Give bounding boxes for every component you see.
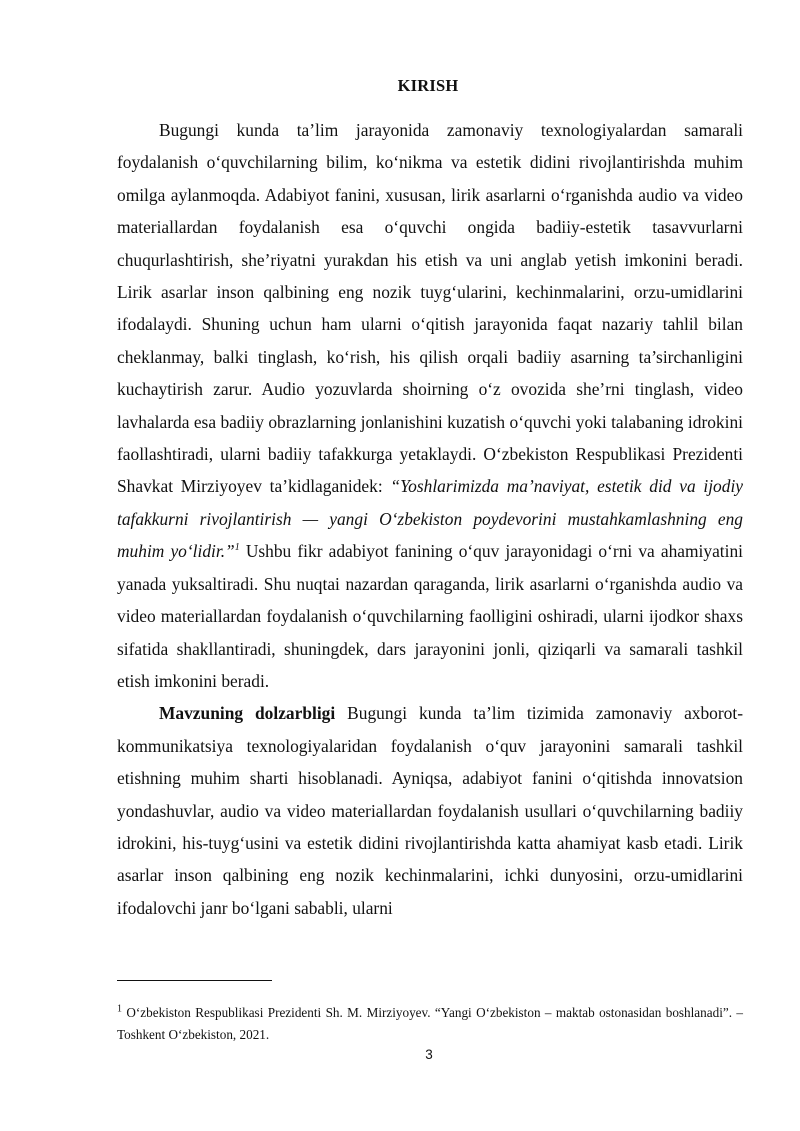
footnote-text: O‘zbekiston Respublikasi Prezidenti Sh. M. Mirziyoyev. “Yangi O‘zbekiston – maktab ostonasidan boshlanadi”. – Toshkent O‘zbekiston, 2021. <box>117 1005 743 1042</box>
footnote <box>117 1002 743 1046</box>
footnote-reference[interactable]: 1 <box>234 542 240 554</box>
body-text <box>117 114 743 924</box>
relevance-paragraph <box>117 697 743 924</box>
footnote-number: 1 <box>117 1003 122 1015</box>
footnote-separator <box>117 980 272 981</box>
section-heading: KIRISH <box>397 76 459 95</box>
intro-continuation: Ushbu fikr adabiyot fanining o‘quv jarayonidagi o‘rni va ahamiyatini yanada yuksaltiradi. Shu nuqtai nazardan qaraganda, lirik asarlarni o‘rganishda audio va video materiallardan foydalanish o‘quvchilarning faolligini oshiradi, ularni ijodkor shaxs sifatida shakllantiradi, shuningdek, dars jarayonini jonli, qiziqarli va samarali tashkil etish imkonini beradi. <box>117 541 743 691</box>
page-number: 3 <box>425 1047 433 1062</box>
intro-paragraph <box>117 114 743 697</box>
relevance-heading: Mavzuning dolzarbligi <box>159 703 336 724</box>
intro-text: Bugungi kunda ta’lim jarayonida zamonaviy texnologiyalardan samarali foydalanish o‘quvchilarning bilim, ko‘nikma va estetik didini rivojlantirishda muhim omilga aylanmoqda. Adabiyot fanini, xususan, lirik asarlarni o‘rganishda audio va video materiallardan foydalanish esa o‘quvchi ongida badiiy-estetik tasavvurlarni chuqurlashtirish, she’riyatni yurakdan his etish va uni anglab yetish imkonini beradi. Lirik asarlar inson qalbining eng nozik tuyg‘ularini, kechinmalarini, orzu-umidlarini ifodalaydi. Shuning uchun ham ularni o‘qitish jarayonida faqat nazariy tahlil bilan cheklanmay, balki tinglash, ko‘rish, his qilish orqali badiiy asarning ta’sirchanligini kuchaytirish zarur. Audio yozuvlarda shoirning o‘z ovozida she’rni tinglash, video lavhalarda esa badiiy obrazlarning jonlanishini kuzatish o‘quvchi yoki talabaning idrokini faollashtiradi, ularni badiiy tafakkurga yetaklaydi. O‘zbekiston Respublikasi Prezidenti Shavkat Mirziyoyev ta’kidlaganidek: <box>117 120 743 497</box>
president-quote: “Yoshlarimizda ma’naviyat, estetik did va ijodiy tafakkurni rivojlantirish — yangi O‘zbekiston poydevorini mustahkamlashning eng muhim yo‘lidir.” <box>117 476 743 562</box>
relevance-text: Bugungi kunda ta’lim tizimida zamonaviy axborot-kommunikatsiya texnologiyalaridan foydalanish o‘quv jarayonini samarali tashkil etishning muhim sharti hisoblanadi. Ayniqsa, adabiyot fanini o‘qitishda innovatsion yondashuvlar, audio va video materiallardan foydalanish usullari o‘quvchilarning badiiy idrokini, his-tuyg‘usini va estetik didini rivojlantirishda katta ahamiyat kasb etadi. Lirik asarlar inson qalbining eng nozik kechinmalarini, ichki dunyosini, orzu-umidlarini ifodalovchi janr bo‘lgani sababli, ularni <box>117 703 743 918</box>
